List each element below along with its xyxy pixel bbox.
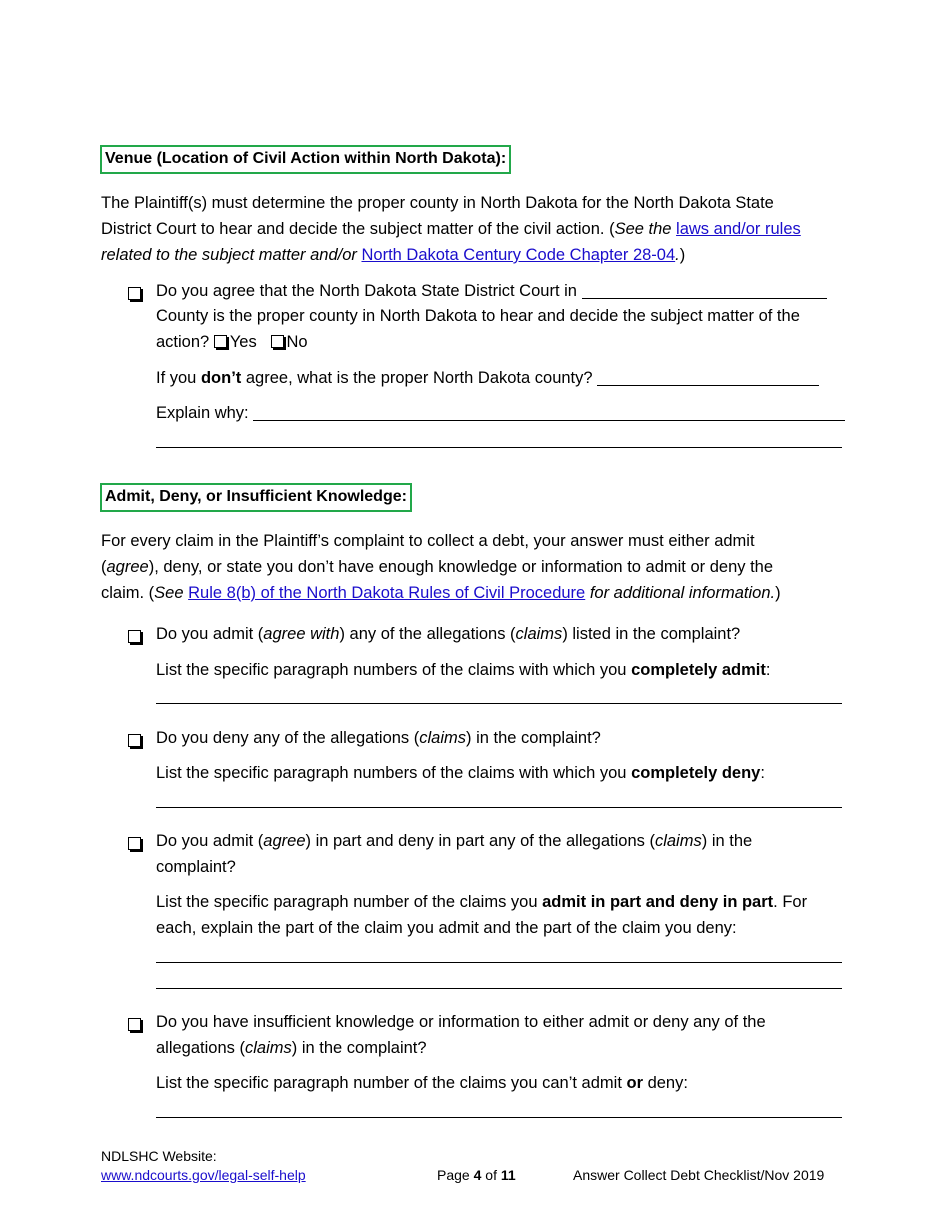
dont-agree-line: If you don’t agree, what is the proper North Dakota county? [156, 367, 819, 389]
yes-checkbox[interactable] [214, 333, 230, 351]
footer-website-label: NDLSHC Website: [101, 1148, 217, 1164]
ndcc-chapter-link[interactable]: North Dakota Century Code Chapter 28-04 [361, 246, 676, 264]
no-checkbox[interactable] [271, 333, 287, 351]
admit-answer-blank[interactable] [156, 703, 842, 704]
venue-intro [101, 190, 861, 268]
insufficient-question-line-2: allegations (claims) in the complaint? [156, 1039, 427, 1057]
venue-intro-line-2: District Court to hear and decide the subject matter of the civil action. (See the laws and/or rules [101, 220, 801, 238]
part-checkbox[interactable] [128, 835, 144, 854]
yes-label: Yes [229, 333, 257, 351]
insufficient-answer-blank[interactable] [156, 1117, 842, 1118]
explain-blank[interactable] [253, 406, 845, 421]
insufficient-list-instruction: List the specific paragraph number of the claims you can’t admit or deny: [156, 1074, 688, 1092]
footer-doc-title: Answer Collect Debt Checklist/Nov 2019 [573, 1167, 825, 1183]
no-label: No [286, 333, 308, 351]
venue-intro-line-1: The Plaintiff(s) must determine the proper county in North Dakota for the North Dakota State [101, 194, 774, 212]
admit-intro-line-1: For every claim in the Plaintiff’s complaint to collect a debt, your answer must either admit [101, 532, 755, 550]
admit-heading: Admit, Deny, or Insufficient Knowledge: [100, 483, 412, 512]
deny-checkbox[interactable] [128, 732, 144, 751]
page-number: Page 4 of 11 [437, 1167, 516, 1183]
venue-q1-line-3: action? Yes No [156, 333, 308, 351]
part-list-instruction-2: each, explain the part of the claim you admit and the part of the claim you deny: [156, 919, 737, 937]
part-list-instruction-1: List the specific paragraph number of the claims you admit in part and deny in part. For [156, 893, 808, 911]
insufficient-question-line-1: Do you have insufficient knowledge or information to either admit or deny any of the [156, 1013, 766, 1031]
admit-list-instruction: List the specific paragraph numbers of the claims with which you completely admit: [156, 661, 771, 679]
deny-answer-blank[interactable] [156, 807, 842, 808]
footer-website-link[interactable]: www.ndcourts.gov/legal-self-help [101, 1167, 306, 1183]
rule-8b-link[interactable]: Rule 8(b) of the North Dakota Rules of Civil Procedure [188, 584, 586, 602]
part-question-line-1: Do you admit (agree) in part and deny in part any of the allegations (claims) in the [156, 832, 753, 850]
part-question-line-2: complaint? [156, 858, 236, 876]
admit-intro-line-3: claim. (See Rule 8(b) of the North Dakota Rules of Civil Procedure for additional information.) [101, 584, 781, 602]
admit-question: Do you admit (agree with) any of the allegations (claims) listed in the complaint? [156, 625, 741, 643]
part-answer-blank-2[interactable] [156, 988, 842, 989]
venue-q1-checkbox[interactable] [128, 285, 144, 304]
proper-county-blank[interactable] [597, 371, 819, 386]
admit-checkbox[interactable] [128, 628, 144, 647]
venue-intro-line-3: related to the subject matter and/or North Dakota Century Code Chapter 28-04.) [101, 246, 686, 264]
laws-and-rules-link[interactable]: laws and/or rules [676, 220, 801, 238]
venue-q1-line-1: Do you agree that the North Dakota State District Court in [156, 280, 827, 302]
county-blank[interactable] [582, 284, 827, 299]
deny-question: Do you deny any of the allegations (claims) in the complaint? [156, 729, 601, 747]
insufficient-checkbox[interactable] [128, 1016, 144, 1035]
part-answer-blank-1[interactable] [156, 962, 842, 963]
explain-blank-2[interactable] [156, 447, 842, 448]
admit-intro-line-2: (agree), deny, or state you don’t have enough knowledge or information to admit or deny the [101, 558, 774, 576]
explain-line: Explain why: [156, 402, 845, 424]
footer-website [101, 1166, 306, 1185]
venue-heading: Venue (Location of Civil Action within North Dakota): [100, 145, 511, 174]
deny-list-instruction: List the specific paragraph numbers of the claims with which you completely deny: [156, 764, 765, 782]
venue-q1-line-2: County is the proper county in North Dakota to hear and decide the subject matter of the [156, 307, 800, 325]
admit-intro [101, 528, 861, 606]
